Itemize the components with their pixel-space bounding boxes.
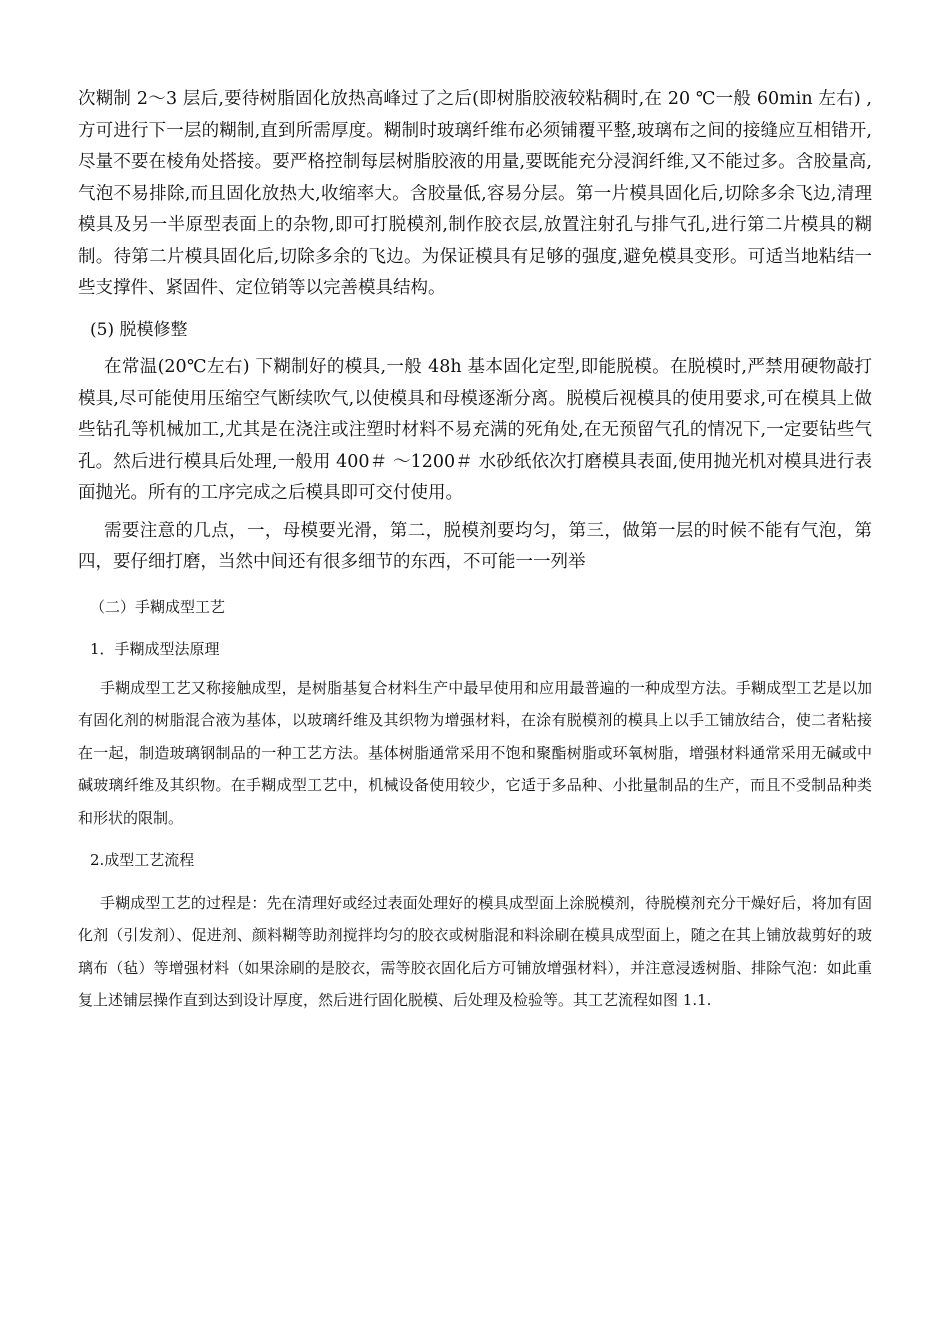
heading-demold-finishing: (5) 脱模修整 (90, 319, 188, 340)
document-page (78, 84, 872, 1017)
paragraph-demold: 在常温(20℃左右) 下糊制好的模具,一般 48h 基本固化定型,即能脱模。在脱模时,严禁用硬物敲打模具,尽可能使用压缩空气断续吹气,以使模具和母模逐渐分离。脱模后视模具的使用要求,可在模具上做些钻孔等机械加工,尤其是在浇注或注塑时材料不易充满的死角处,在无预留气孔的情况下,一定要钻些气孔。然后进行模具后处理,一般用 400＃ ～1200＃ 水砂纸依次打磨模具表面,使用抛光机对模具进行表面抛光。所有的工序完成之后模具即可交付使用。 (78, 357, 872, 503)
heading-process-flow: 2.成型工艺流程 (90, 851, 195, 869)
heading-hand-layup-process: （二）手糊成型工艺 (90, 597, 226, 616)
paragraph-process-flow: 手糊成型工艺的过程是：先在清理好或经过表面处理好的模具成型面上涂脱模剂，待脱模剂充分干燥好后，将加有固化剂（引发剂）、促进剂、颜料糊等助剂搅拌均匀的胶衣或树脂混和料涂刷在模具成型面上，随之在其上铺放裁剪好的玻璃布（毡）等增强材料（如果涂刷的是胶衣，需等胶衣固化后方可铺放增强材料），并注意浸透树脂、排除气泡：如此重复上述铺层操作直到达到设计厚度，然后进行固化脱模、后处理及检验等。其工艺流程如图 1.1. (78, 893, 872, 1009)
heading-principle: 1．手糊成型法原理 (90, 640, 220, 658)
paragraph-layup-continuation: 次糊制 2～3 层后,要待树脂固化放热高峰过了之后(即树脂胶液较粘稠时,在 20 ℃一般 60min 左右) ,方可进行下一层的糊制,直到所需厚度。糊制时玻璃纤维布必须铺覆平整,玻璃布之间的接缝应互相错开,尽量不要在棱角处搭接。要严格控制每层树脂胶液的用量,要既能充分浸润纤维,又不能过多。含胶量高,气泡不易排除,而且固化放热大,收缩率大。含胶量低,容易分层。第一片模具固化后,切除多余飞边,清理模具及另一半原型表面上的杂物,即可打脱模剂,制作胶衣层,放置注射孔与排气孔,进行第二片模具的糊制。待第二片模具固化后,切除多余的飞边。为保证模具有足够的强度,避免模具变形。可适当地粘结一些支撑件、紧固件、定位销等以完善模具结构。 (78, 89, 872, 298)
paragraph-notes: 需要注意的几点，一，母模要光滑，第二，脱模剂要均匀，第三，做第一层的时候不能有气泡，第四，要仔细打磨，当然中间还有很多细节的东西，不可能一一列举 (78, 520, 872, 572)
paragraph-principle: 手糊成型工艺又称接触成型，是树脂基复合材料生产中最早使用和应用最普遍的一种成型方法。手糊成型工艺是以加有固化剂的树脂混合液为基体，以玻璃纤维及其织物为增强材料，在涂有脱模剂的模具上以手工铺放结合，使二者粘接在一起，制造玻璃钢制品的一种工艺方法。基体树脂通常采用不饱和聚酯树脂或环氧树脂，增强材料通常采用无碱或中碱玻璃纤维及其织物。在手糊成型工艺中，机械设备使用较少，它适于多品种、小批量制品的生产，而且不受制品种类和形状的限制。 (78, 678, 872, 827)
